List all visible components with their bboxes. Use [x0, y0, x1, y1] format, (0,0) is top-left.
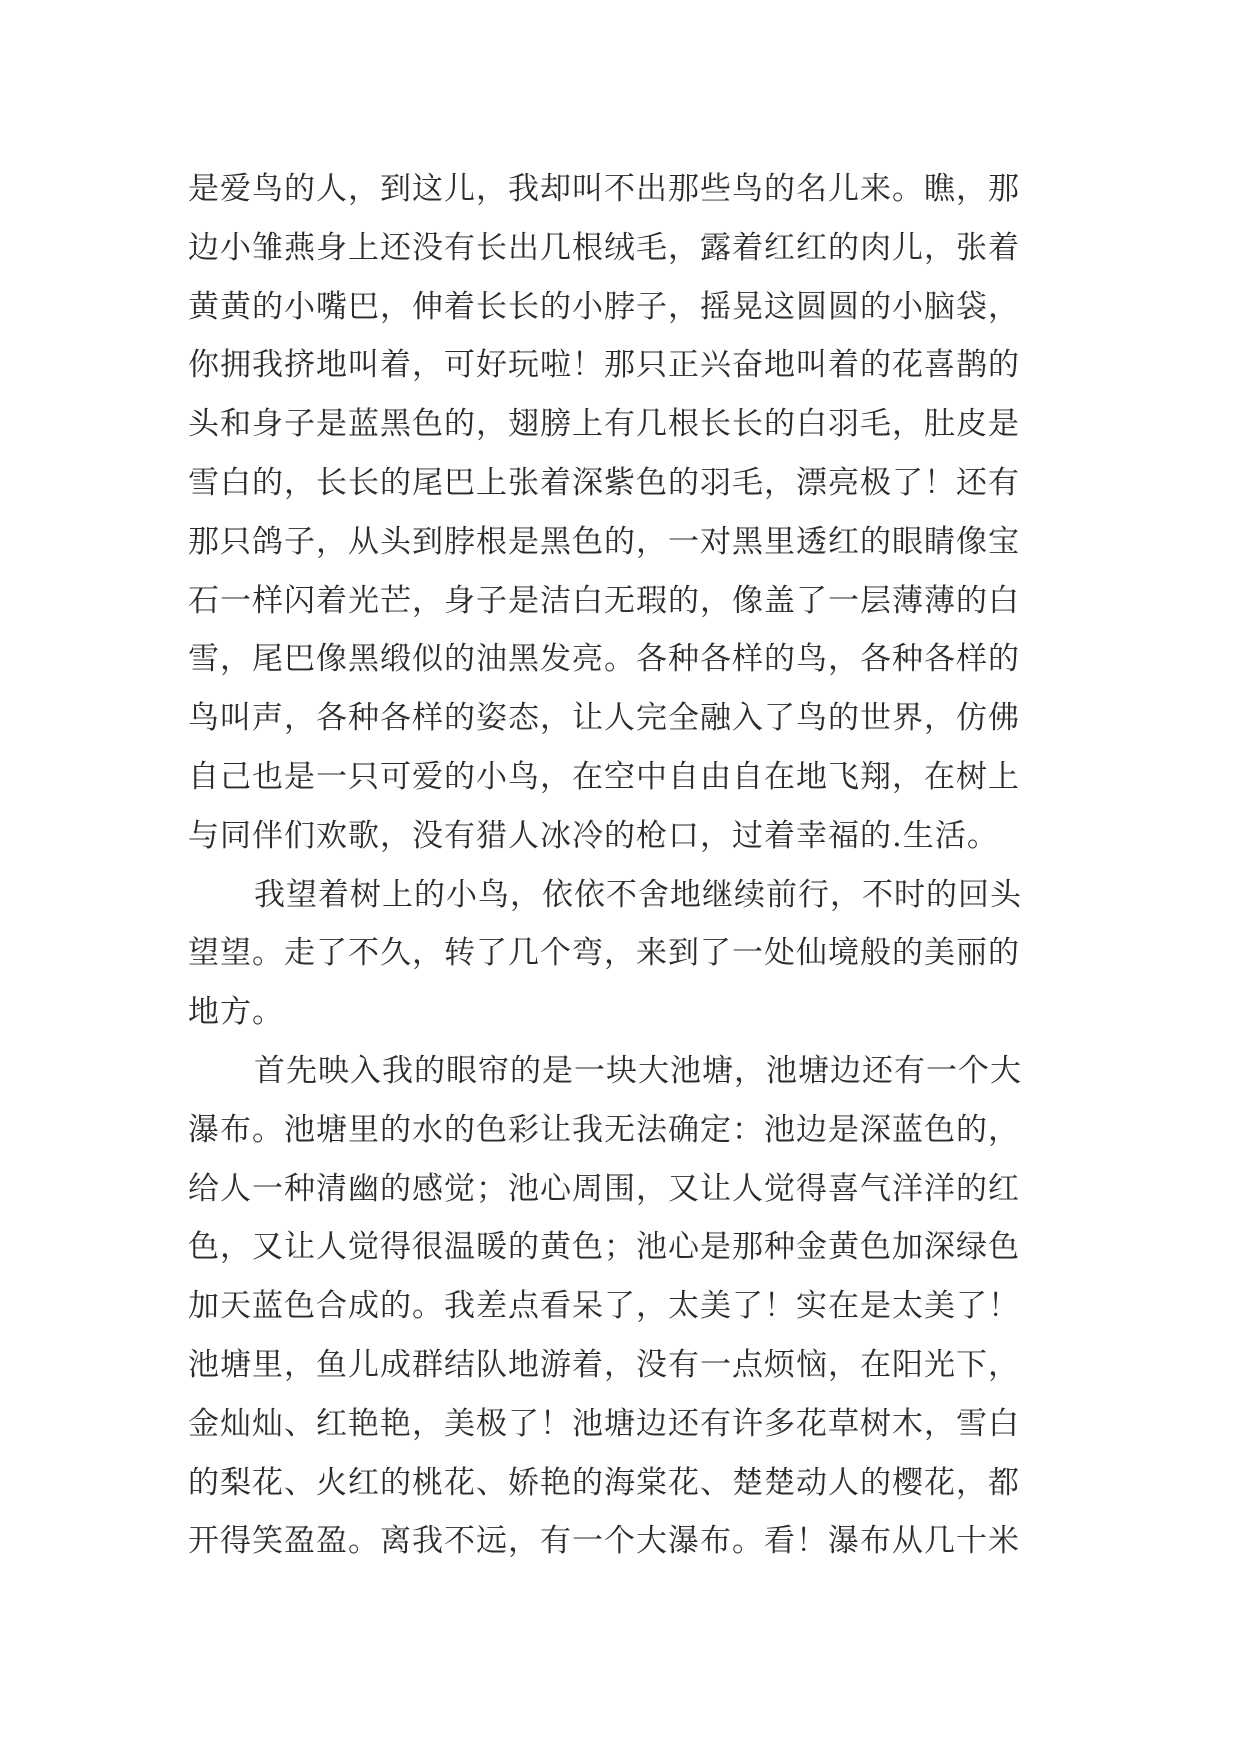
text-line: 地方。 — [188, 994, 284, 1031]
text-line: 那只鸽子，从头到脖根是黑色的，一对黑里透红的眼睛像宝 — [188, 523, 1020, 560]
text-line: 金灿灿、红艳艳，美极了！池塘边还有许多花草树木，雪白 — [188, 1405, 1020, 1442]
paragraph-start-line: 我望着树上的小鸟，依依不舍地继续前行，不时的回头 — [254, 876, 1022, 913]
text-line: 边小雏燕身上还没有长出几根绒毛，露着红红的肉儿，张着 — [188, 229, 1020, 266]
text-line: 望望。走了不久，转了几个弯，来到了一处仙境般的美丽的 — [188, 935, 1020, 972]
text-line: 头和身子是蓝黑色的，翅膀上有几根长长的白羽毛，肚皮是 — [188, 406, 1020, 443]
text-line: 开得笑盈盈。离我不远，有一个大瀑布。看！瀑布从几十米 — [188, 1523, 1020, 1560]
body-text — [188, 160, 1068, 1571]
text-line: 雪白的，长长的尾巴上张着深紫色的羽毛，漂亮极了！还有 — [188, 464, 1020, 501]
text-line: 瀑布。池塘里的水的色彩让我无法确定：池边是深蓝色的， — [188, 1111, 1020, 1148]
text-line: 黄黄的小嘴巴，伸着长长的小脖子，摇晃这圆圆的小脑袋， — [188, 288, 1020, 325]
text-line: 的梨花、火红的桃花、娇艳的海棠花、楚楚动人的樱花，都 — [188, 1464, 1020, 1501]
text-line: 石一样闪着光芒，身子是洁白无瑕的，像盖了一层薄薄的白 — [188, 582, 1020, 619]
text-line: 是爱鸟的人，到这儿，我却叫不出那些鸟的名儿来。瞧，那 — [188, 171, 1020, 207]
text-line: 鸟叫声，各种各样的姿态，让人完全融入了鸟的世界，仿佛 — [188, 700, 1020, 737]
text-line: 池塘里，鱼儿成群结队地游着，没有一点烦恼，在阳光下， — [188, 1346, 1020, 1383]
text-line: 你拥我挤地叫着，可好玩啦！那只正兴奋地叫着的花喜鹊的 — [188, 347, 1020, 384]
text-line: 自己也是一只可爱的小鸟，在空中自由自在地飞翔，在树上 — [188, 758, 1020, 795]
text-line: 色，又让人觉得很温暖的黄色；池心是那种金黄色加深绿色 — [188, 1229, 1020, 1266]
text-line: 雪，尾巴像黑缎似的油黑发亮。各种各样的鸟，各种各样的 — [188, 641, 1020, 678]
text-line: 与同伴们欢歌，没有猎人冰冷的枪口，过着幸福的.生活。 — [188, 817, 999, 854]
paragraph-start-line: 首先映入我的眼帘的是一块大池塘，池塘边还有一个大 — [254, 1052, 1022, 1089]
text-line: 给人一种清幽的感觉；池心周围，又让人觉得喜气洋洋的红 — [188, 1170, 1020, 1207]
text-line: 加天蓝色合成的。我差点看呆了，太美了！实在是太美了！ — [188, 1288, 1020, 1325]
